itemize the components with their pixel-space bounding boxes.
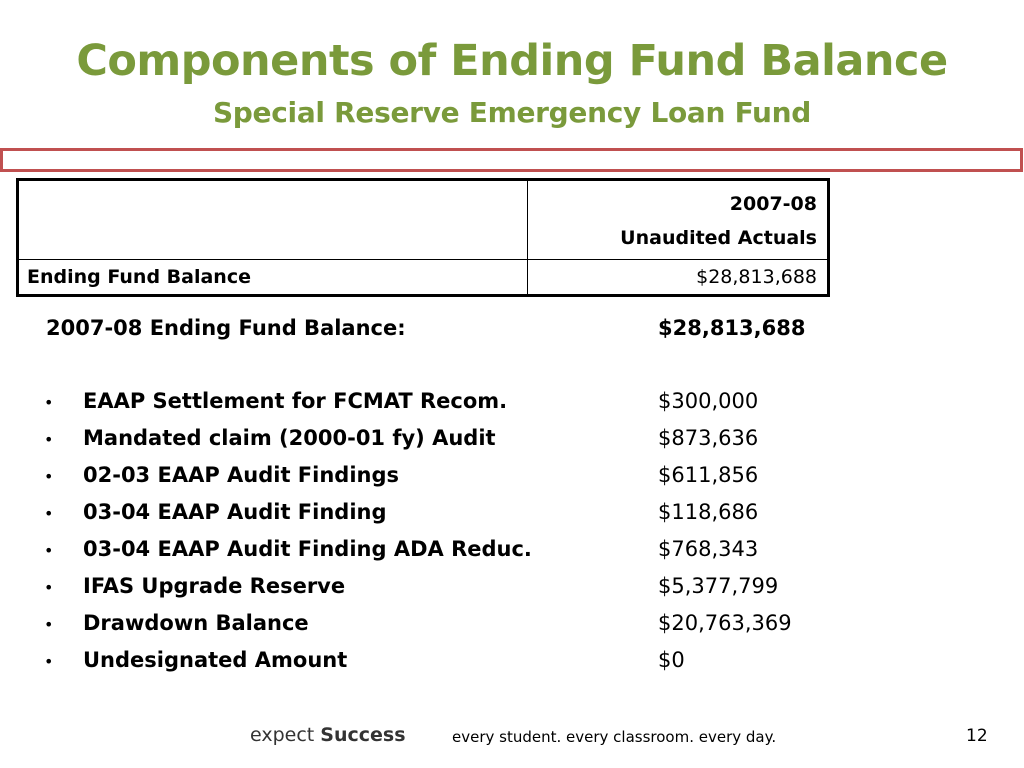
slide-subtitle: Special Reserve Emergency Loan Fund: [212, 96, 812, 129]
fund-balance-table: [16, 178, 830, 297]
list-item-amount: $768,343: [658, 537, 759, 561]
list-item: [0, 426, 1024, 463]
list-item-label: EAAP Settlement for FCMAT Recom.: [83, 389, 508, 413]
list-item-label: Drawdown Balance: [83, 611, 309, 635]
list-item: [0, 463, 1024, 500]
bullet-icon: •: [44, 652, 54, 671]
bullet-icon: •: [44, 430, 54, 449]
list-item: [0, 574, 1024, 611]
table-header-desc: Unaudited Actuals: [620, 227, 817, 249]
footer-tagline: every student. every classroom. every day.: [452, 728, 777, 746]
bullet-icon: •: [44, 393, 54, 412]
table-header-blank-cell: [18, 180, 528, 260]
table-header-year: 2007-08: [729, 193, 817, 215]
list-item-label: 02-03 EAAP Audit Findings: [83, 463, 400, 487]
table-row-label: Ending Fund Balance: [18, 260, 528, 296]
bullet-icon: •: [44, 467, 54, 486]
list-item-label: IFAS Upgrade Reserve: [83, 574, 346, 598]
summary-line: [46, 316, 846, 346]
list-item: [0, 500, 1024, 537]
footer-brand-success: Success: [320, 724, 406, 746]
footer-brand-logo: [250, 724, 406, 746]
footer-brand-expect: expect: [250, 724, 321, 746]
divider-bar: [0, 148, 1023, 172]
summary-label: 2007-08 Ending Fund Balance:: [46, 316, 406, 340]
list-item-amount: $5,377,799: [658, 574, 779, 598]
list-item-amount: $20,763,369: [658, 611, 792, 635]
list-item: [0, 389, 1024, 426]
table-row: [18, 260, 829, 296]
components-list: [0, 389, 1024, 685]
table-row-value: $28,813,688: [528, 260, 829, 296]
summary-amount: $28,813,688: [658, 316, 806, 340]
bullet-icon: •: [44, 541, 54, 560]
list-item-label: 03-04 EAAP Audit Finding ADA Reduc.: [83, 537, 532, 561]
list-item-amount: $873,636: [658, 426, 759, 450]
list-item: [0, 537, 1024, 574]
list-item-amount: $118,686: [658, 500, 759, 524]
slide-title: Components of Ending Fund Balance: [76, 36, 948, 86]
table-header-cell: [528, 180, 829, 260]
list-item-label: Mandated claim (2000-01 fy) Audit: [83, 426, 496, 450]
list-item-label: Undesignated Amount: [83, 648, 348, 672]
list-item-amount: $0: [658, 648, 685, 672]
list-item-label: 03-04 EAAP Audit Finding: [83, 500, 387, 524]
list-item: [0, 648, 1024, 685]
table-header-row: [18, 180, 829, 260]
list-item-amount: $300,000: [658, 389, 759, 413]
page-number: 12: [966, 726, 988, 746]
bullet-icon: •: [44, 578, 54, 597]
bullet-icon: •: [44, 504, 54, 523]
bullet-icon: •: [44, 615, 54, 634]
list-item: [0, 611, 1024, 648]
list-item-amount: $611,856: [658, 463, 759, 487]
